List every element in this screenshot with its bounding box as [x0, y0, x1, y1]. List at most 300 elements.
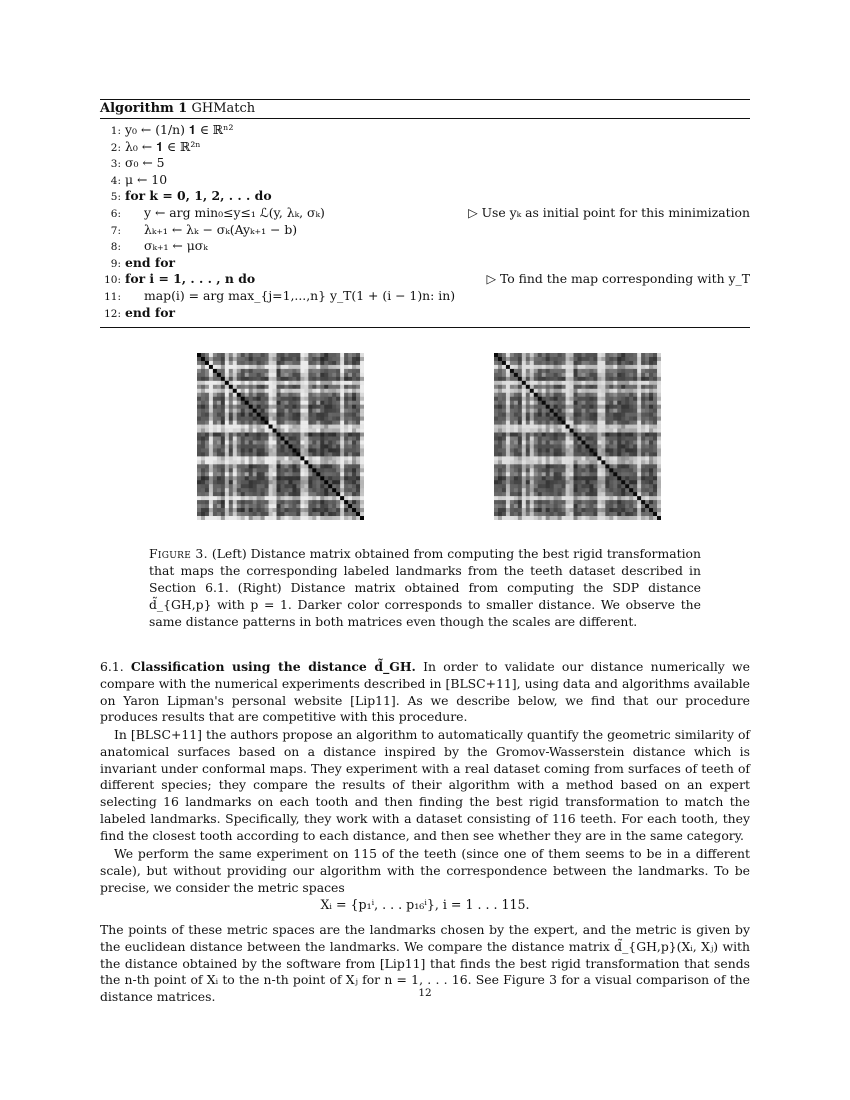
matrix-cell [534, 389, 538, 393]
matrix-cell [225, 476, 229, 480]
matrix-cell [550, 472, 554, 476]
matrix-cell [336, 480, 340, 484]
matrix-cell [213, 496, 217, 500]
matrix-cell [502, 508, 506, 512]
matrix-cell [213, 476, 217, 480]
matrix-cell [229, 452, 233, 456]
matrix-cell [312, 492, 316, 496]
matrix-cell [530, 357, 534, 361]
matrix-cell [197, 460, 201, 464]
matrix-cell [360, 464, 364, 468]
matrix-cell [554, 480, 558, 484]
matrix-cell [542, 496, 546, 500]
matrix-cell [340, 373, 344, 377]
matrix-cell [340, 500, 344, 504]
matrix-cell [201, 492, 205, 496]
matrix-cell [296, 480, 300, 484]
matrix-cell [574, 409, 578, 413]
matrix-cell [621, 448, 625, 452]
matrix-cell [645, 504, 649, 508]
matrix-cell [304, 516, 308, 520]
matrix-cell [308, 448, 312, 452]
matrix-cell [566, 385, 570, 389]
matrix-cell [538, 516, 542, 520]
matrix-cell [340, 460, 344, 464]
matrix-cell [510, 413, 514, 417]
matrix-cell [494, 389, 498, 393]
matrix-cell [344, 413, 348, 417]
matrix-cell [257, 460, 261, 464]
matrix-cell [510, 508, 514, 512]
matrix-cell [494, 440, 498, 444]
matrix-cell [494, 397, 498, 401]
matrix-cell [213, 492, 217, 496]
matrix-cell [653, 381, 657, 385]
matrix-cell [530, 504, 534, 508]
matrix-cell [585, 448, 589, 452]
matrix-cell [221, 369, 225, 373]
matrix-cell [589, 456, 593, 460]
matrix-cell [629, 440, 633, 444]
matrix-cell [261, 401, 265, 405]
matrix-cell [645, 401, 649, 405]
matrix-cell [332, 369, 336, 373]
matrix-cell [605, 405, 609, 409]
matrix-cell [633, 413, 637, 417]
matrix-cell [209, 405, 213, 409]
matrix-cell [578, 393, 582, 397]
matrix-cell [197, 508, 201, 512]
matrix-cell [197, 468, 201, 472]
matrix-cell [237, 492, 241, 496]
matrix-cell [645, 393, 649, 397]
matrix-cell [324, 468, 328, 472]
matrix-cell [578, 472, 582, 476]
matrix-cell [225, 512, 229, 516]
matrix-cell [534, 516, 538, 520]
matrix-cell [273, 464, 277, 468]
matrix-cell [336, 464, 340, 468]
matrix-cell [494, 357, 498, 361]
matrix-cell [637, 361, 641, 365]
matrix-cell [249, 409, 253, 413]
matrix-cell [558, 448, 562, 452]
matrix-cell [657, 373, 661, 377]
matrix-cell [205, 373, 209, 377]
matrix-cell [273, 448, 277, 452]
matrix-cell [269, 456, 273, 460]
matrix-cell [209, 389, 213, 393]
matrix-cell [348, 377, 352, 381]
matrix-cell [356, 504, 360, 508]
matrix-cell [308, 496, 312, 500]
matrix-cell [546, 444, 550, 448]
matrix-cell [538, 456, 542, 460]
matrix-cell [566, 361, 570, 365]
matrix-cell [336, 361, 340, 365]
matrix-cell [324, 381, 328, 385]
matrix-cell [593, 488, 597, 492]
matrix-cell [277, 385, 281, 389]
matrix-cell [300, 405, 304, 409]
matrix-cell [257, 472, 261, 476]
matrix-cell [566, 429, 570, 433]
matrix-cell [617, 409, 621, 413]
matrix-cell [542, 353, 546, 357]
matrix-cell [574, 353, 578, 357]
matrix-cell [613, 425, 617, 429]
matrix-cell [593, 440, 597, 444]
matrix-cell [352, 353, 356, 357]
matrix-cell [245, 397, 249, 401]
matrix-cell [201, 421, 205, 425]
matrix-cell [328, 385, 332, 389]
matrix-cell [296, 476, 300, 480]
matrix-cell [249, 504, 253, 508]
matrix-cell [205, 421, 209, 425]
matrix-cell [562, 353, 566, 357]
matrix-cell [562, 476, 566, 480]
matrix-cell [356, 381, 360, 385]
matrix-cell [538, 480, 542, 484]
matrix-cell [645, 472, 649, 476]
matrix-cell [277, 353, 281, 357]
matrix-cell [304, 385, 308, 389]
matrix-cell [601, 444, 605, 448]
matrix-cell [253, 401, 257, 405]
matrix-cell [562, 504, 566, 508]
matrix-cell [518, 397, 522, 401]
matrix-cell [348, 492, 352, 496]
matrix-cell [542, 488, 546, 492]
matrix-cell [328, 508, 332, 512]
matrix-cell [229, 512, 233, 516]
matrix-cell [316, 444, 320, 448]
matrix-cell [657, 444, 661, 448]
matrix-cell [233, 389, 237, 393]
matrix-cell [332, 357, 336, 361]
matrix-cell [534, 488, 538, 492]
matrix-cell [304, 480, 308, 484]
matrix-cell [261, 405, 265, 409]
matrix-cell [609, 417, 613, 421]
matrix-cell [518, 464, 522, 468]
matrix-cell [328, 496, 332, 500]
matrix-cell [578, 381, 582, 385]
matrix-cell [506, 433, 510, 437]
matrix-cell [360, 369, 364, 373]
matrix-cell [613, 476, 617, 480]
matrix-cell [356, 405, 360, 409]
matrix-cell [217, 456, 221, 460]
matrix-cell [518, 452, 522, 456]
matrix-cell [281, 440, 285, 444]
matrix-cell [653, 452, 657, 456]
matrix-cell [316, 425, 320, 429]
matrix-cell [542, 452, 546, 456]
matrix-cell [597, 440, 601, 444]
matrix-cell [589, 496, 593, 500]
matrix-cell [522, 385, 526, 389]
matrix-cell [300, 389, 304, 393]
matrix-cell [237, 433, 241, 437]
matrix-cell [554, 492, 558, 496]
matrix-cell [645, 409, 649, 413]
matrix-cell [296, 448, 300, 452]
matrix-cell [332, 472, 336, 476]
matrix-cell [585, 397, 589, 401]
matrix-cell [328, 456, 332, 460]
matrix-cell [546, 385, 550, 389]
matrix-cell [637, 425, 641, 429]
matrix-cell [249, 437, 253, 441]
matrix-cell [554, 409, 558, 413]
matrix-cell [581, 496, 585, 500]
matrix-cell [653, 409, 657, 413]
matrix-cell [601, 508, 605, 512]
matrix-cell [546, 480, 550, 484]
matrix-cell [233, 393, 237, 397]
matrix-cell [308, 405, 312, 409]
matrix-cell [566, 516, 570, 520]
matrix-cell [530, 405, 534, 409]
matrix-cell [585, 492, 589, 496]
matrix-cell [574, 425, 578, 429]
matrix-cell [356, 492, 360, 496]
matrix-cell [217, 405, 221, 409]
matrix-cell [514, 444, 518, 448]
matrix-cell [197, 405, 201, 409]
matrix-cell [261, 468, 265, 472]
matrix-cell [284, 508, 288, 512]
matrix-cell [589, 468, 593, 472]
matrix-cell [225, 429, 229, 433]
algorithm-body [100, 122, 750, 321]
matrix-cell [633, 500, 637, 504]
matrix-cell [558, 480, 562, 484]
matrix-cell [213, 484, 217, 488]
matrix-cell [237, 440, 241, 444]
matrix-cell [304, 496, 308, 500]
matrix-cell [617, 377, 621, 381]
matrix-cell [237, 405, 241, 409]
matrix-cell [360, 452, 364, 456]
matrix-cell [506, 409, 510, 413]
matrix-cell [340, 393, 344, 397]
matrix-cell [253, 504, 257, 508]
matrix-cell [613, 488, 617, 492]
matrix-cell [332, 437, 336, 441]
matrix-cell [205, 444, 209, 448]
matrix-cell [597, 448, 601, 452]
matrix-cell [348, 409, 352, 413]
matrix-cell [526, 452, 530, 456]
matrix-cell [324, 492, 328, 496]
matrix-cell [574, 476, 578, 480]
matrix-cell [233, 429, 237, 433]
matrix-cell [530, 448, 534, 452]
matrix-cell [578, 385, 582, 389]
matrix-cell [360, 385, 364, 389]
matrix-cell [633, 357, 637, 361]
matrix-cell [613, 484, 617, 488]
matrix-cell [249, 429, 253, 433]
matrix-cell [526, 516, 530, 520]
matrix-cell [360, 425, 364, 429]
matrix-cell [657, 508, 661, 512]
matrix-cell [546, 357, 550, 361]
matrix-cell [514, 448, 518, 452]
matrix-cell [566, 365, 570, 369]
matrix-cell [265, 460, 269, 464]
matrix-cell [574, 460, 578, 464]
matrix-cell [205, 389, 209, 393]
matrix-cell [261, 508, 265, 512]
matrix-cell [558, 381, 562, 385]
matrix-cell [304, 512, 308, 516]
matrix-cell [332, 413, 336, 417]
matrix-cell [601, 369, 605, 373]
matrix-cell [546, 508, 550, 512]
matrix-cell [221, 440, 225, 444]
matrix-cell [570, 361, 574, 365]
matrix-cell [217, 397, 221, 401]
matrix-cell [245, 365, 249, 369]
matrix-cell [593, 421, 597, 425]
matrix-cell [506, 448, 510, 452]
matrix-cell [277, 492, 281, 496]
matrix-cell [197, 373, 201, 377]
matrix-cell [609, 433, 613, 437]
matrix-cell [296, 504, 300, 508]
algorithm-line: 5: for k = 0, 1, 2, . . . do [110, 188, 272, 204]
matrix-cell [300, 413, 304, 417]
matrix-cell [581, 476, 585, 480]
matrix-cell [562, 393, 566, 397]
matrix-cell [601, 488, 605, 492]
matrix-cell [257, 456, 261, 460]
matrix-cell [241, 444, 245, 448]
matrix-cell [589, 425, 593, 429]
matrix-cell [316, 385, 320, 389]
matrix-cell [344, 365, 348, 369]
matrix-cell [641, 373, 645, 377]
matrix-cell [253, 452, 257, 456]
matrix-cell [554, 401, 558, 405]
algorithm-line: 1: y₀ ← (1/n) 𝟏 ∈ ℝⁿ² [110, 122, 234, 137]
matrix-cell [197, 488, 201, 492]
matrix-cell [209, 397, 213, 401]
matrix-cell [332, 512, 336, 516]
matrix-cell [498, 433, 502, 437]
matrix-cell [233, 409, 237, 413]
matrix-cell [625, 425, 629, 429]
matrix-cell [336, 373, 340, 377]
matrix-cell [621, 464, 625, 468]
matrix-cell [546, 413, 550, 417]
matrix-cell [574, 484, 578, 488]
matrix-cell [510, 353, 514, 357]
algorithm-line: 4: μ ← 10 [110, 171, 168, 187]
matrix-cell [225, 385, 229, 389]
matrix-cell [312, 365, 316, 369]
matrix-cell [510, 448, 514, 452]
matrix-cell [197, 437, 201, 441]
matrix-cell [578, 508, 582, 512]
matrix-cell [277, 369, 281, 373]
matrix-cell [308, 492, 312, 496]
matrix-cell [506, 468, 510, 472]
matrix-cell [296, 512, 300, 516]
matrix-cell [609, 413, 613, 417]
matrix-cell [633, 480, 637, 484]
matrix-cell [510, 500, 514, 504]
matrix-cell [277, 397, 281, 401]
matrix-cell [304, 460, 308, 464]
matrix-cell [585, 385, 589, 389]
matrix-cell [336, 401, 340, 405]
matrix-cell [605, 353, 609, 357]
matrix-cell [281, 472, 285, 476]
matrix-cell [288, 437, 292, 441]
matrix-cell [609, 377, 613, 381]
matrix-cell [554, 433, 558, 437]
matrix-cell [581, 460, 585, 464]
matrix-cell [324, 357, 328, 361]
matrix-cell [502, 476, 506, 480]
matrix-cell [578, 468, 582, 472]
matrix-cell [332, 433, 336, 437]
matrix-cell [593, 361, 597, 365]
matrix-cell [621, 504, 625, 508]
matrix-cell [344, 373, 348, 377]
matrix-cell [253, 440, 257, 444]
matrix-cell [546, 433, 550, 437]
matrix-cell [641, 385, 645, 389]
matrix-cell [241, 365, 245, 369]
matrix-cell [645, 444, 649, 448]
matrix-cell [320, 393, 324, 397]
matrix-cell [633, 440, 637, 444]
matrix-cell [304, 440, 308, 444]
matrix-cell [205, 365, 209, 369]
matrix-cell [522, 437, 526, 441]
algorithm-header-rule [100, 118, 750, 119]
matrix-cell [360, 417, 364, 421]
matrix-cell [617, 365, 621, 369]
matrix-cell [360, 492, 364, 496]
matrix-cell [629, 365, 633, 369]
matrix-cell [217, 385, 221, 389]
matrix-cell [277, 409, 281, 413]
matrix-cell [574, 417, 578, 421]
matrix-cell [284, 381, 288, 385]
matrix-cell [629, 393, 633, 397]
matrix-cell [332, 476, 336, 480]
matrix-cell [277, 433, 281, 437]
matrix-cell [601, 456, 605, 460]
matrix-cell [209, 425, 213, 429]
matrix-cell [273, 409, 277, 413]
matrix-cell [625, 456, 629, 460]
matrix-cell [574, 421, 578, 425]
matrix-cell [601, 397, 605, 401]
matrix-cell [625, 397, 629, 401]
matrix-cell [526, 409, 530, 413]
matrix-cell [288, 496, 292, 500]
matrix-cell [625, 369, 629, 373]
matrix-cell [245, 488, 249, 492]
